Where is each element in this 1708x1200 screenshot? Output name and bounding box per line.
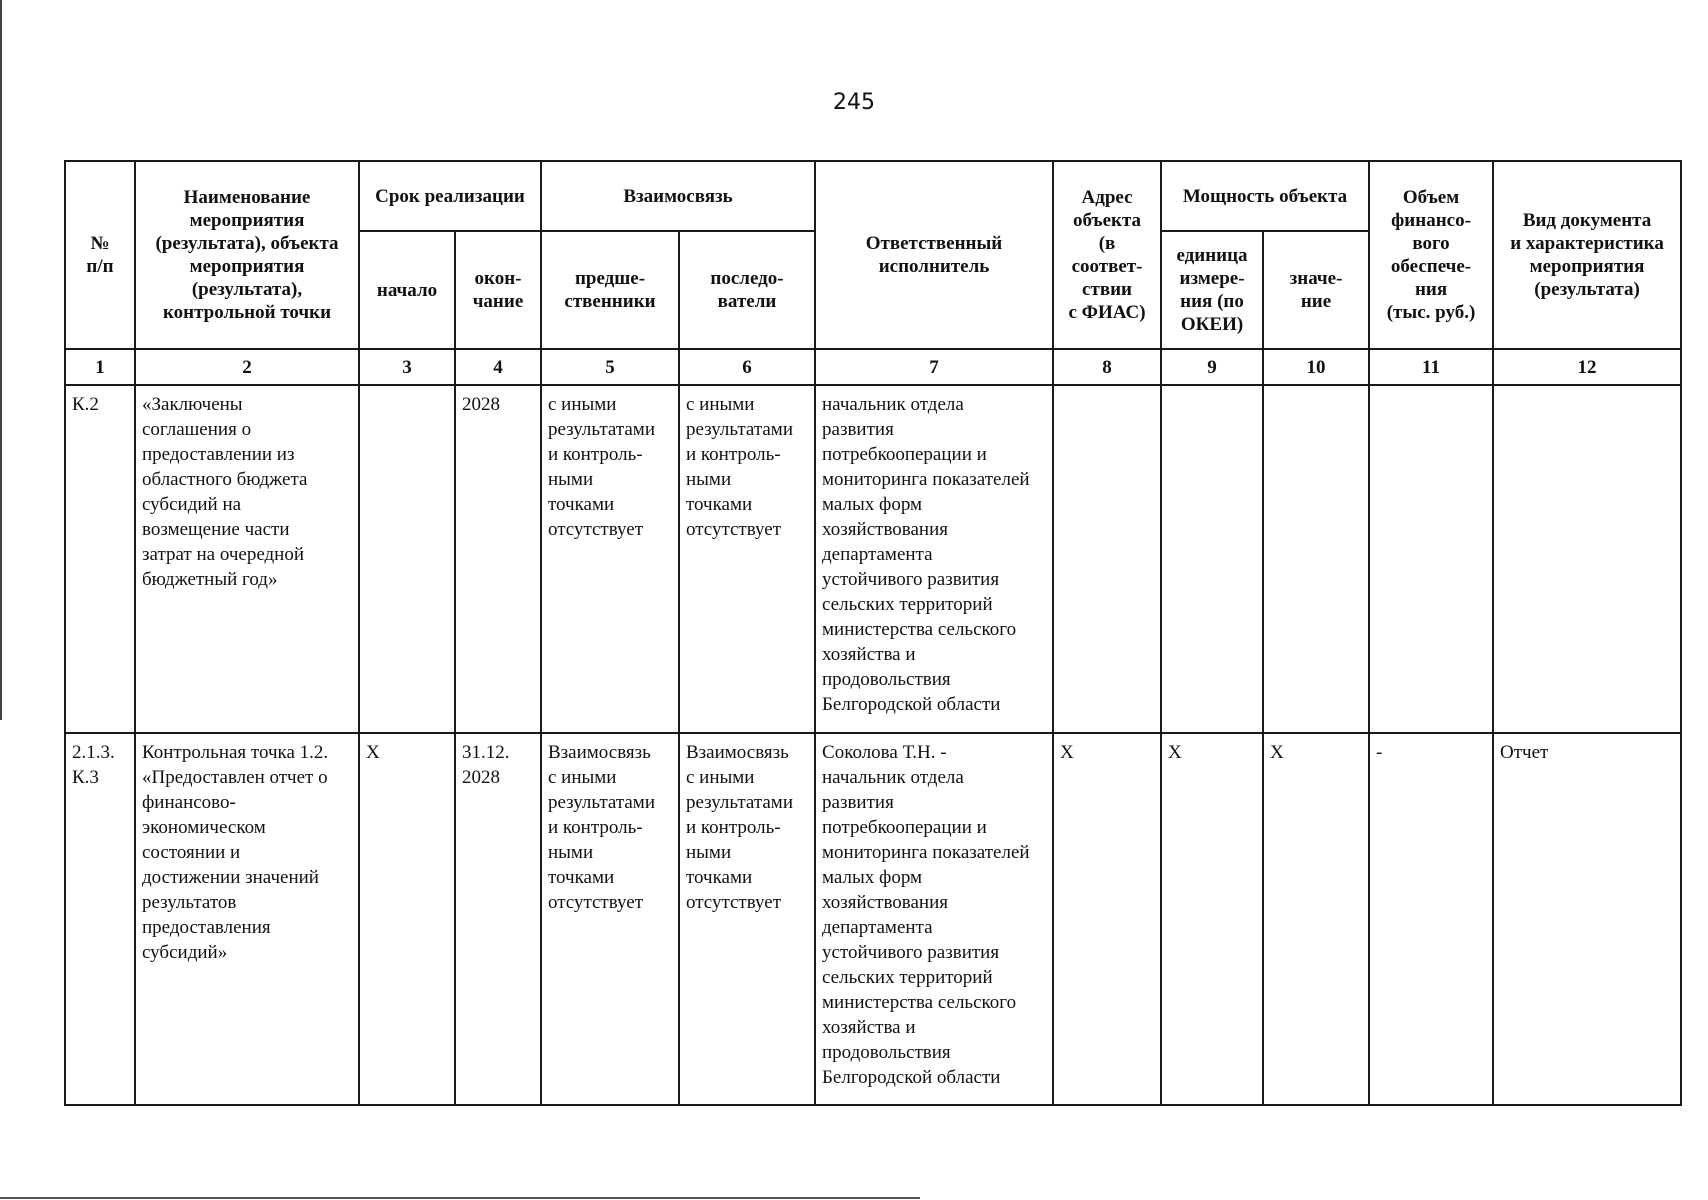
column-number: 5 <box>541 349 679 385</box>
cell-address <box>1053 385 1161 733</box>
column-number: 10 <box>1263 349 1369 385</box>
header-start: начало <box>359 231 455 349</box>
header-link: Взаимосвязь <box>541 161 815 231</box>
cell-doc-type: Отчет <box>1493 733 1681 1105</box>
header-capacity: Мощность объекта <box>1161 161 1369 231</box>
header-responsible: Ответственный исполнитель <box>815 161 1053 349</box>
header-period: Срок реализации <box>359 161 541 231</box>
cell-unit: Х <box>1161 733 1263 1105</box>
header-successors: последо- ватели <box>679 231 815 349</box>
cell-unit <box>1161 385 1263 733</box>
cell-name: Контрольная точка 1.2. «Предоставлен отчет о финансово- экономическом состоянии и достижении значений результатов предоставления субсидий» <box>135 733 359 1105</box>
header-finance: Объем финансо- вого обеспече- ния (тыс. руб.) <box>1369 161 1493 349</box>
page-bottom-line <box>0 1197 920 1199</box>
header-num: № п/п <box>65 161 135 349</box>
header-address: Адрес объекта (в соответ- ствии с ФИАС) <box>1053 161 1161 349</box>
table-row <box>65 733 1681 1105</box>
header-doc-type: Вид документа и характеристика мероприятия (результата) <box>1493 161 1681 349</box>
cell-responsible: Соколова Т.Н. - начальник отдела развития потребкооперации и мониторинга показателей малых форм хозяйствования департамента устойчивого развития сельских территорий министерства сельского хозяйства и продовольствия Белгородской области <box>815 733 1053 1105</box>
column-number: 8 <box>1053 349 1161 385</box>
cell-doc-type <box>1493 385 1681 733</box>
cell-num: 2.1.3. К.3 <box>65 733 135 1105</box>
cell-value <box>1263 385 1369 733</box>
cell-predecessors: с иными результатами и контроль- ными точками отсутствует <box>541 385 679 733</box>
column-number: 9 <box>1161 349 1263 385</box>
header-row-1 <box>65 161 1681 231</box>
cell-address: Х <box>1053 733 1161 1105</box>
header-unit: единица измере- ния (по ОКЕИ) <box>1161 231 1263 349</box>
cell-finance: - <box>1369 733 1493 1105</box>
table-row <box>65 385 1681 733</box>
cell-value: Х <box>1263 733 1369 1105</box>
cell-name: «Заключены соглашения о предоставлении из областного бюджета субсидий на возмещение части затрат на очередной бюджетный год» <box>135 385 359 733</box>
cell-finance <box>1369 385 1493 733</box>
header-value: значе- ние <box>1263 231 1369 349</box>
cell-num: К.2 <box>65 385 135 733</box>
column-number-row <box>65 349 1681 385</box>
column-number: 1 <box>65 349 135 385</box>
column-number: 6 <box>679 349 815 385</box>
column-number: 3 <box>359 349 455 385</box>
cell-start: Х <box>359 733 455 1105</box>
page-number: 245 <box>833 90 875 115</box>
cell-successors: с иными результатами и контроль- ными точками отсутствует <box>679 385 815 733</box>
cell-responsible: начальник отдела развития потребкооперации и мониторинга показателей малых форм хозяйствования департамента устойчивого развития сельских территорий министерства сельского хозяйства и продовольствия Белгородской области <box>815 385 1053 733</box>
cell-predecessors: Взаимосвязь с иными результатами и контроль- ными точками отсутствует <box>541 733 679 1105</box>
column-number: 4 <box>455 349 541 385</box>
header-predecessors: предше- ственники <box>541 231 679 349</box>
header-end: окон- чание <box>455 231 541 349</box>
column-number: 7 <box>815 349 1053 385</box>
cell-end: 2028 <box>455 385 541 733</box>
column-number: 11 <box>1369 349 1493 385</box>
cell-end: 31.12. 2028 <box>455 733 541 1105</box>
column-number: 12 <box>1493 349 1681 385</box>
cell-successors: Взаимосвязь с иными результатами и контроль- ными точками отсутствует <box>679 733 815 1105</box>
column-number: 2 <box>135 349 359 385</box>
measures-table <box>64 160 1682 1106</box>
header-name: Наименование мероприятия (результата), объекта мероприятия (результата), контрольной точки <box>135 161 359 349</box>
cell-start <box>359 385 455 733</box>
